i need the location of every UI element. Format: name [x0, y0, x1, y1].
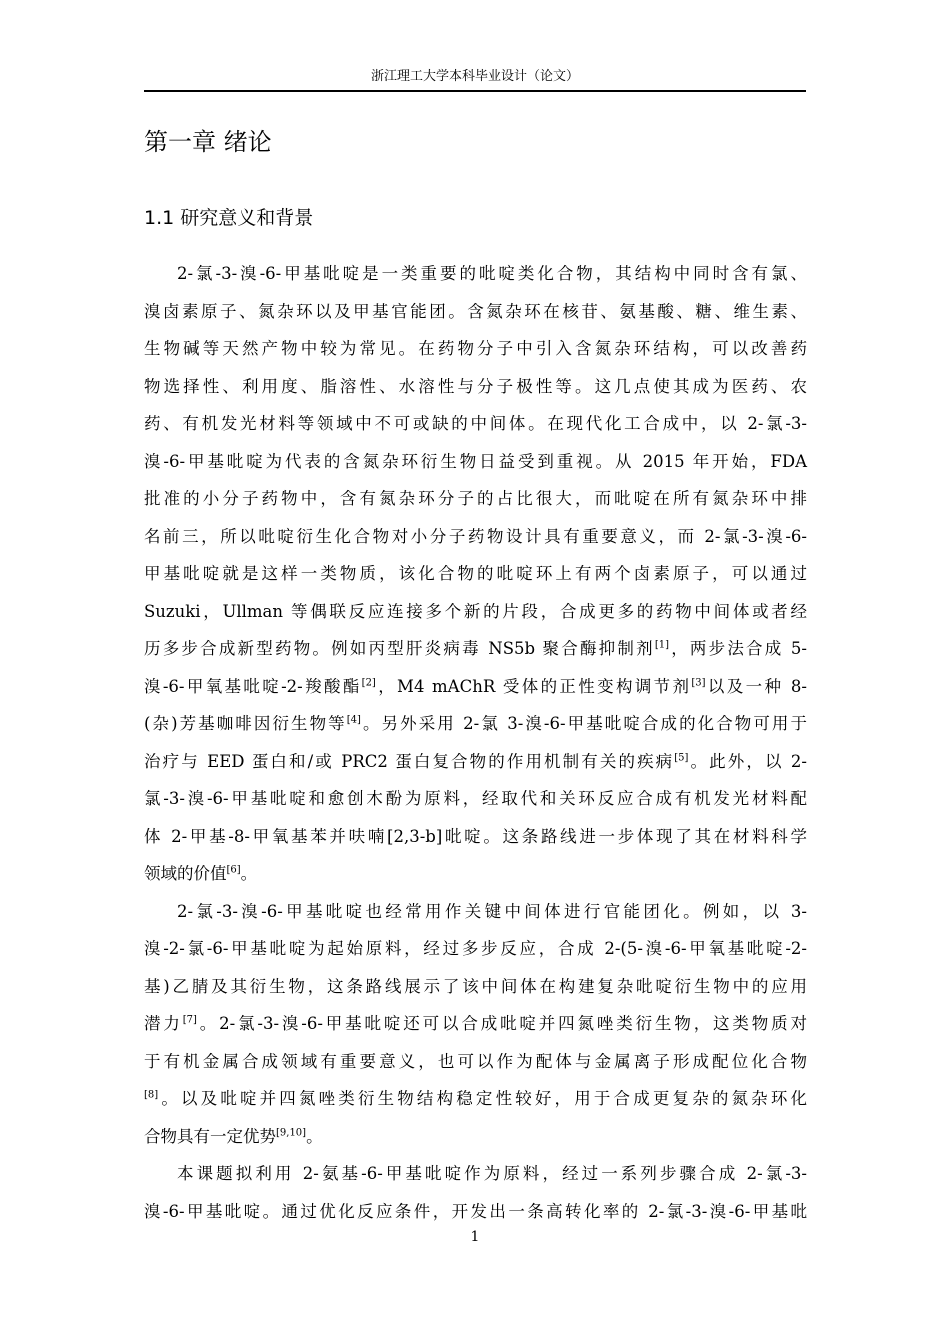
- text-line: [8]。以及吡啶并四氮唑类衍生物结构稳定性较好，用于合成更复杂的氮杂环化: [144, 1089, 807, 1108]
- citation: [3]: [691, 677, 706, 688]
- text-line: 溴-6-甲氧基吡啶-2-羧酸酯[2]，M4 mAChR 受体的正性变构调节剂[3]以及一种 8-: [144, 676, 807, 696]
- text-line: 本课题拟利用 2-氨基-6-甲基吡啶作为原料，经过一系列步骤合成 2-氯-3-: [177, 1164, 807, 1183]
- text-line: 名前三，所以吡啶衍生化合物对小分子药物设计具有重要意义，而 2-氯-3-溴-6-: [144, 526, 807, 546]
- citation: [5]: [674, 752, 689, 763]
- text-line: 潜力[7]。2-氯-3-溴-6-甲基吡啶还可以合成吡啶并四氮唑类衍生物，这类物质对: [144, 1014, 808, 1033]
- text-line: Suzuki，Ullman 等偶联反应连接多个新的片段，合成更多的药物中间体或者经: [144, 601, 807, 621]
- citation: [1]: [654, 639, 669, 651]
- text-line: 物选择性、利用度、脂溶性、水溶性与分子极性等。这几点使其成为医药、农: [144, 376, 807, 396]
- text-line: (杂)芳基咖啡因衍生物等[4]。另外采用 2-氯 3-溴-6-甲基吡啶合成的化合物可用于: [144, 714, 808, 733]
- citation: [4]: [346, 714, 361, 726]
- text-line: 甲基吡啶就是这样一类物质，该化合物的吡啶环上有两个卤素原子，可以通过: [144, 564, 807, 583]
- text-line: 2-氯-3-溴-6-甲基吡啶也经常用作关键中间体进行官能团化。例如，以 3-: [177, 901, 807, 921]
- citation: [2]: [361, 677, 376, 688]
- text-line: 体 2-甲基-8-甲氧基苯并呋喃[2,3-b]吡啶。这条路线进一步体现了其在材料科学: [144, 826, 807, 846]
- page-header: 浙江理工大学本科毕业设计（论文）: [370, 69, 579, 84]
- text-line: 药、有机发光材料等领域中不可或缺的中间体。在现代化工合成中，以 2-氯-3-: [144, 414, 807, 433]
- page-number: 1: [470, 1229, 480, 1245]
- citation: [6]: [226, 864, 241, 876]
- text-line: 治疗与 EED 蛋白和/或 PRC2 蛋白复合物的作用机制有关的疾病[5]。此外，以 2-: [144, 751, 807, 771]
- chapter-title: 第一章 绪论: [144, 128, 272, 156]
- body-text: [144, 255, 807, 1230]
- text-line: 溴-6-甲基吡啶为代表的含氮杂环衍生物日益受到重视。从 2015 年开始，FDA: [144, 451, 807, 471]
- text-line: 氯-3-溴-6-甲基吡啶和愈创木酚为原料，经取代和关环反应合成有机发光材料配: [144, 789, 807, 808]
- text-line: 领域的价值[6]。: [144, 864, 258, 883]
- section-title: 1.1 研究意义和背景: [144, 207, 314, 229]
- citation: [7]: [182, 1014, 197, 1026]
- text-line: 溴-2-氯-6-甲基吡啶为起始原料，经过多步反应，合成 2-(5-溴-6-甲氧基吡啶-2-: [144, 939, 807, 958]
- text-line: 于有机金属合成领域有重要意义，也可以作为配体与金属离子形成配位化合物: [144, 1051, 807, 1071]
- text-line: 溴卤素原子、氮杂环以及甲基官能团。含氮杂环在核苷、氨基酸、糖、维生素、: [144, 301, 807, 321]
- text-line: 溴-6-甲基吡啶。通过优化反应条件，开发出一条高转化率的 2-氯-3-溴-6-甲基吡: [144, 1201, 807, 1221]
- text-line: 2-氯-3-溴-6-甲基吡啶是一类重要的吡啶类化合物，其结构中同时含有氯、: [177, 264, 807, 283]
- citation: [9,10]: [276, 1127, 307, 1138]
- text-line: 历多步合成新型药物。例如丙型肝炎病毒 NS5b 聚合酶抑制剂[1]，两步法合成 5-: [144, 639, 807, 658]
- text-line: 合物具有一定优势[9,10]。: [144, 1126, 323, 1146]
- text-line: 生物碱等天然产物中较为常见。在药物分子中引入含氮杂环结构，可以改善药: [144, 339, 807, 358]
- header-rule: [144, 90, 806, 92]
- text-line: 基)乙腈及其衍生物，这条路线展示了该中间体在构建复杂吡啶衍生物中的应用: [144, 976, 807, 996]
- text-line: 批准的小分子药物中，含有氮杂环分子的占比很大，而吡啶在所有氮杂环中排: [144, 489, 807, 508]
- citation: [8]: [144, 1089, 159, 1101]
